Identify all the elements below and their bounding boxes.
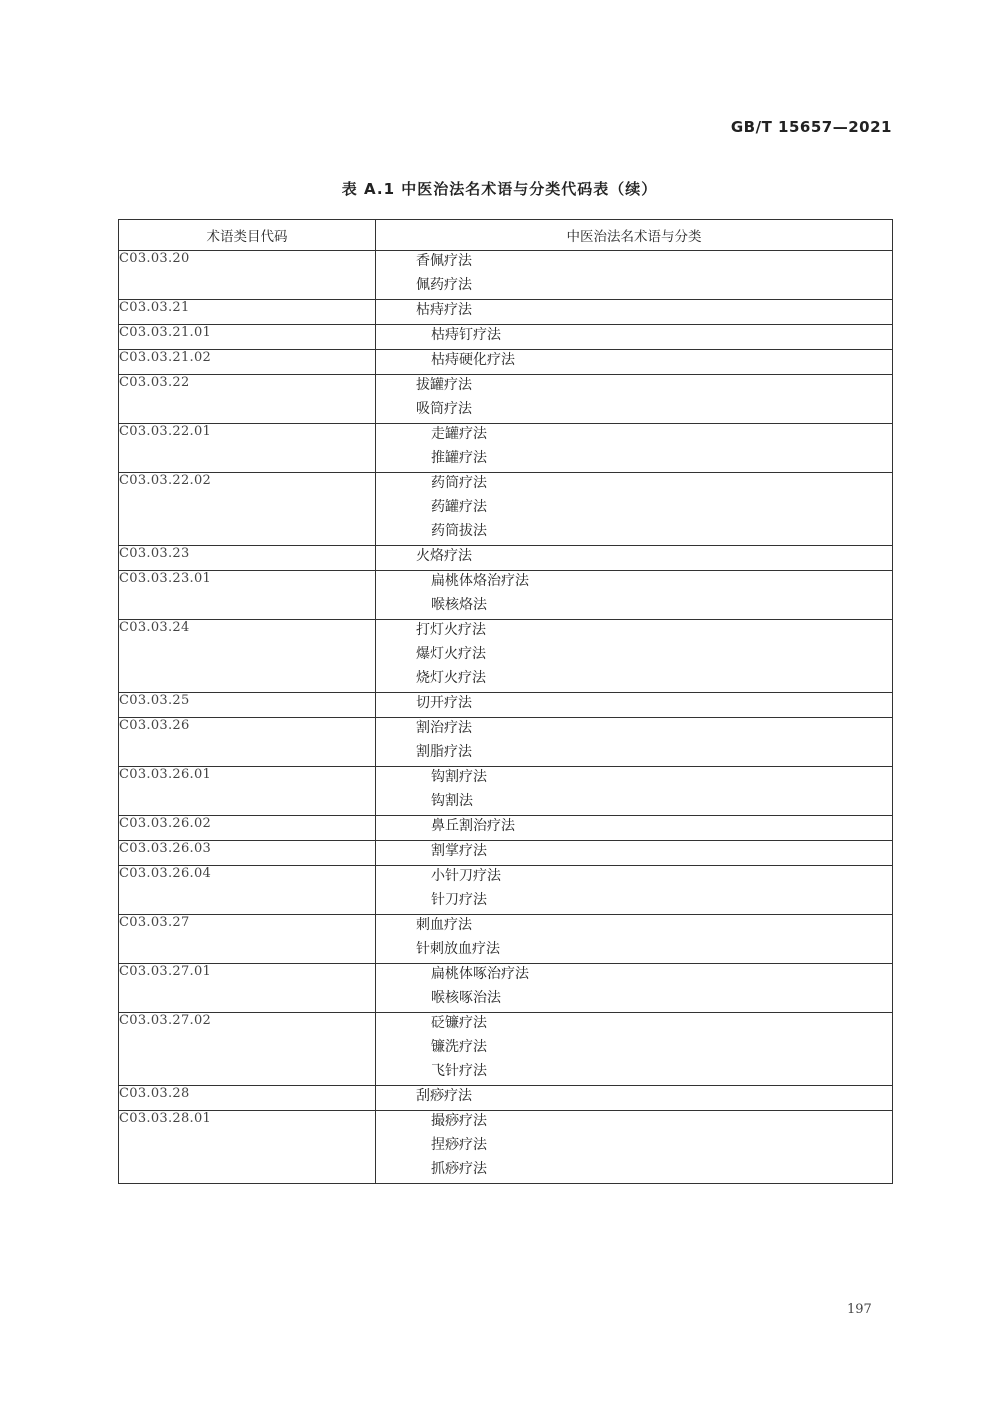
treatment-term: 砭镰疗法 [431, 1015, 487, 1031]
table-row [119, 816, 893, 841]
classification-table [118, 219, 893, 1184]
term-category-code: C03.03.27 [119, 915, 376, 964]
table-row [119, 718, 893, 767]
treatment-term: 针刺放血疗法 [416, 941, 500, 957]
term-category-code: C03.03.23.01 [119, 571, 376, 620]
table-row [119, 1086, 893, 1111]
table-row [119, 473, 893, 546]
term-category-code: C03.03.25 [119, 693, 376, 718]
term-cell [376, 964, 893, 1013]
term-cell [376, 693, 893, 718]
term-category-code: C03.03.26 [119, 718, 376, 767]
table-body [119, 251, 893, 1184]
treatment-term: 镰洗疗法 [431, 1039, 487, 1055]
treatment-term: 香佩疗法 [416, 253, 472, 269]
treatment-term: 切开疗法 [416, 695, 472, 711]
term-category-code: C03.03.22.01 [119, 424, 376, 473]
page-number: 197 [847, 1302, 872, 1317]
term-cell [376, 325, 893, 350]
table-row [119, 841, 893, 866]
table-row [119, 1111, 893, 1184]
treatment-term: 割脂疗法 [416, 744, 472, 760]
table-row [119, 693, 893, 718]
term-category-code: C03.03.26.04 [119, 866, 376, 915]
column-header-terms: 中医治法名术语与分类 [376, 220, 893, 251]
treatment-term: 佩药疗法 [416, 277, 472, 293]
term-category-code: C03.03.24 [119, 620, 376, 693]
term-category-code: C03.03.21.01 [119, 325, 376, 350]
term-category-code: C03.03.22 [119, 375, 376, 424]
treatment-term: 喉核烙法 [431, 597, 487, 613]
term-category-code: C03.03.21.02 [119, 350, 376, 375]
treatment-term: 吸筒疗法 [416, 401, 472, 417]
table-row [119, 375, 893, 424]
term-cell [376, 816, 893, 841]
table-row [119, 325, 893, 350]
table-row [119, 1013, 893, 1086]
table-row [119, 571, 893, 620]
term-category-code: C03.03.28.01 [119, 1111, 376, 1184]
term-category-code: C03.03.26.03 [119, 841, 376, 866]
treatment-term: 枯痔硬化疗法 [431, 352, 515, 368]
column-header-code: 术语类目代码 [119, 220, 376, 251]
treatment-term: 针刀疗法 [431, 892, 487, 908]
term-cell [376, 767, 893, 816]
treatment-term: 割掌疗法 [431, 843, 487, 859]
treatment-term: 小针刀疗法 [431, 868, 501, 884]
treatment-term: 钩割法 [431, 793, 473, 809]
term-category-code: C03.03.26.02 [119, 816, 376, 841]
treatment-term: 扁桃体啄治疗法 [431, 966, 529, 982]
table-row [119, 251, 893, 300]
term-cell [376, 1086, 893, 1111]
treatment-term: 推罐疗法 [431, 450, 487, 466]
treatment-term: 扁桃体烙治疗法 [431, 573, 529, 589]
treatment-term: 捏痧疗法 [431, 1137, 487, 1153]
treatment-term: 药筒拔法 [431, 523, 487, 539]
treatment-term: 抓痧疗法 [431, 1161, 487, 1177]
standard-code: GB/T 15657—2021 [730, 118, 892, 136]
table-title: 表 A.1 中医治法名术语与分类代码表（续） [341, 180, 658, 198]
treatment-term: 飞针疗法 [431, 1063, 487, 1079]
term-cell [376, 251, 893, 300]
table-row [119, 767, 893, 816]
term-cell [376, 718, 893, 767]
term-cell [376, 1111, 893, 1184]
term-cell [376, 571, 893, 620]
table-row [119, 300, 893, 325]
term-category-code: C03.03.21 [119, 300, 376, 325]
treatment-term: 钩割疗法 [431, 769, 487, 785]
treatment-term: 药罐疗法 [431, 499, 487, 515]
term-category-code: C03.03.23 [119, 546, 376, 571]
term-category-code: C03.03.26.01 [119, 767, 376, 816]
table-row [119, 620, 893, 693]
term-cell [376, 546, 893, 571]
term-cell [376, 424, 893, 473]
treatment-term: 喉核啄治法 [431, 990, 501, 1006]
treatment-term: 火烙疗法 [416, 548, 472, 564]
term-cell [376, 915, 893, 964]
treatment-term: 枯痔钉疗法 [431, 327, 501, 343]
table-row [119, 964, 893, 1013]
term-category-code: C03.03.28 [119, 1086, 376, 1111]
table-row [119, 866, 893, 915]
term-cell [376, 375, 893, 424]
treatment-term: 割治疗法 [416, 720, 472, 736]
treatment-term: 爆灯火疗法 [416, 646, 486, 662]
term-category-code: C03.03.20 [119, 251, 376, 300]
treatment-term: 刺血疗法 [416, 917, 472, 933]
term-cell [376, 1013, 893, 1086]
term-cell [376, 841, 893, 866]
term-cell [376, 350, 893, 375]
treatment-term: 走罐疗法 [431, 426, 487, 442]
term-category-code: C03.03.27.02 [119, 1013, 376, 1086]
treatment-term: 鼻丘割治疗法 [431, 818, 515, 834]
term-category-code: C03.03.22.02 [119, 473, 376, 546]
table-row [119, 424, 893, 473]
treatment-term: 烧灯火疗法 [416, 670, 486, 686]
table-row [119, 350, 893, 375]
table-row [119, 546, 893, 571]
term-category-code: C03.03.27.01 [119, 964, 376, 1013]
treatment-term: 打灯火疗法 [416, 622, 486, 638]
treatment-term: 撮痧疗法 [431, 1113, 487, 1129]
term-cell [376, 866, 893, 915]
table-row [119, 915, 893, 964]
table-header-row [119, 220, 893, 251]
term-cell [376, 620, 893, 693]
term-cell [376, 300, 893, 325]
treatment-term: 枯痔疗法 [416, 302, 472, 318]
treatment-term: 拔罐疗法 [416, 377, 472, 393]
term-cell [376, 473, 893, 546]
treatment-term: 刮痧疗法 [416, 1088, 472, 1104]
treatment-term: 药筒疗法 [431, 475, 487, 491]
